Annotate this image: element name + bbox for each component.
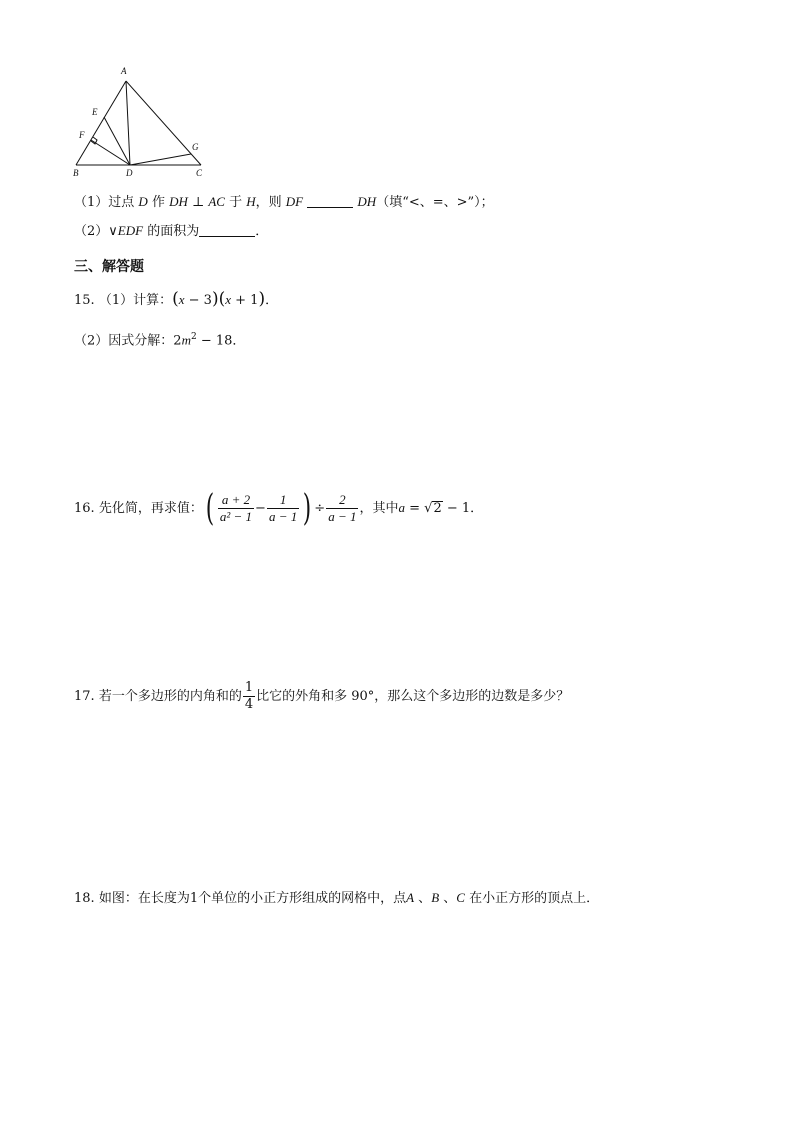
right-paren: ) <box>303 487 312 529</box>
var-edf: EDF <box>117 223 144 238</box>
text: 、 <box>414 891 432 906</box>
text: ． <box>255 224 269 239</box>
fraction <box>243 680 255 713</box>
triangle-figure <box>60 62 220 182</box>
left-paren: ( <box>205 487 215 529</box>
var-b: B <box>431 890 440 905</box>
minus: − <box>255 501 266 516</box>
equals: = <box>404 501 425 516</box>
triangle-symbol: ∨ <box>108 224 118 239</box>
question-number: 17. <box>74 689 99 704</box>
q14-part1 <box>74 193 494 212</box>
var-m: m <box>181 332 191 348</box>
question-number: 15. <box>74 293 99 308</box>
var-dh: DH <box>169 194 188 209</box>
text: （1）计算： <box>98 293 173 308</box>
var-x: x <box>225 292 232 307</box>
var-a: A <box>406 890 415 905</box>
fraction <box>218 492 254 525</box>
text: − 18 <box>196 333 233 349</box>
q17 <box>74 677 569 717</box>
segment-ad <box>126 81 130 165</box>
label-e: E <box>92 107 98 117</box>
label-a: A <box>121 66 127 76</box>
text: 过点 <box>108 195 139 210</box>
text: 在小正方形的顶点上． <box>464 891 600 906</box>
exponent: 2 <box>190 332 197 342</box>
text: + 1 <box>231 293 259 308</box>
text: （填“<、=、>”）； <box>376 195 494 210</box>
q15-part2 <box>74 328 245 350</box>
var-c: C <box>456 890 465 905</box>
part-number: （1） <box>74 195 109 210</box>
text: 比它的外角和多 90°，那么这个多边形的边数是多少？ <box>256 689 570 704</box>
text: ． <box>265 293 279 308</box>
denominator: a − 1 <box>268 509 298 524</box>
text: − 1 <box>442 501 471 516</box>
text: 于 <box>224 195 247 210</box>
q15-part1 <box>74 290 278 310</box>
var-ac: AC <box>208 194 225 209</box>
denominator: a − 1 <box>328 509 357 524</box>
q14-part2 <box>74 222 268 241</box>
perp-symbol: ⊥ <box>187 195 209 210</box>
var-dh: DH <box>357 194 377 209</box>
text: 先化简，再求值： <box>98 501 203 516</box>
fraction <box>326 492 358 525</box>
label-f: F <box>79 130 85 140</box>
text: ，其中 <box>359 501 399 516</box>
text: − 3 <box>184 293 212 308</box>
var-a: a <box>398 500 405 515</box>
text: ． <box>232 333 246 349</box>
segment-df <box>91 140 130 165</box>
paren: ( <box>172 289 179 309</box>
numerator: 1 <box>267 492 299 509</box>
label-b: B <box>73 168 79 178</box>
label-c: C <box>196 168 203 178</box>
sqrt-symbol: √ <box>424 501 433 516</box>
var-x: x <box>178 292 185 307</box>
denominator: a² − 1 <box>219 509 253 524</box>
question-number: 16. <box>74 501 99 516</box>
var-df: DF <box>285 194 304 209</box>
paren: ( <box>218 289 226 309</box>
segment-ab <box>76 81 126 165</box>
denominator: 4 <box>244 697 254 712</box>
numerator: a + 2 <box>218 492 254 509</box>
text: 2 <box>173 333 182 349</box>
numerator: 2 <box>326 492 358 509</box>
text: ． <box>470 501 484 516</box>
text: ，则 <box>255 195 286 210</box>
q18 <box>74 889 599 908</box>
text: （2）因式分解： <box>74 333 174 349</box>
paren: ) <box>258 289 266 309</box>
q16 <box>74 488 483 529</box>
text: 若一个多边形的内角和的 <box>98 689 242 704</box>
text: 作 <box>147 195 170 210</box>
segment-de <box>104 117 130 165</box>
text: 、 <box>439 891 457 906</box>
segment-ac <box>126 81 201 165</box>
answer-blank[interactable] <box>199 224 255 237</box>
var-h: H <box>246 194 256 209</box>
part-number: （2） <box>74 224 109 239</box>
question-number: 18. <box>74 891 99 906</box>
section-heading: 三、解答题 <box>74 259 144 275</box>
text: 如图：在长度为1个单位的小正方形组成的网格中，点 <box>98 891 407 906</box>
segment-dg <box>130 154 191 165</box>
label-d: D <box>126 168 133 178</box>
radicand: 2 <box>433 501 442 516</box>
label-g: G <box>192 142 199 152</box>
answer-blank[interactable] <box>307 195 353 208</box>
numerator: 1 <box>244 680 254 695</box>
paren: ) <box>211 289 219 309</box>
var-d: D <box>138 194 148 209</box>
text: 的面积为 <box>143 224 200 239</box>
fraction <box>267 492 299 525</box>
divide: ÷ <box>314 501 326 516</box>
